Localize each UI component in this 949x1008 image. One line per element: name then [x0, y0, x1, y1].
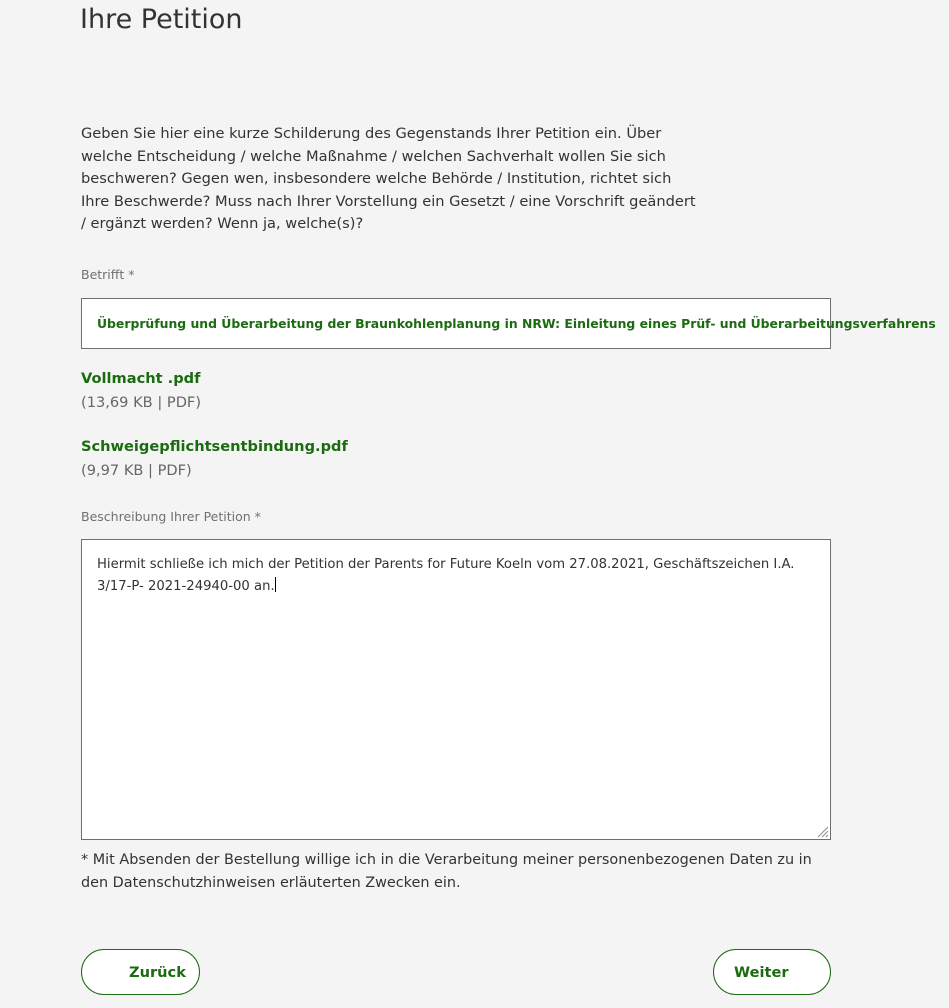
back-button[interactable]: Zurück	[81, 949, 200, 995]
attachment-meta: (13,69 KB | PDF)	[81, 394, 202, 411]
attachment-item	[81, 369, 201, 413]
description-label: Beschreibung Ihrer Petition *	[81, 509, 261, 524]
resize-handle-icon[interactable]	[815, 824, 829, 838]
next-button[interactable]: Weiter	[713, 949, 831, 995]
subject-label: Betrifft *	[81, 267, 135, 282]
attachment-link-schweigepflichtsentbindung[interactable]: Schweigepflichtsentbindung.pdf	[81, 438, 348, 455]
attachment-item	[81, 437, 348, 481]
subject-field[interactable]	[81, 298, 936, 349]
description-value: Hiermit schließe ich mich der Petition der Parents for Future Koeln vom 27.08.2021, Geschäftszeichen I.A. 3/17-P- 2021-24940-00 an.	[97, 557, 795, 594]
consent-text: * Mit Absenden der Bestellung willige ich in die Verarbeitung meiner personenbezogenen Daten zu in den Datenschutzhinweisen erläuterten Zwecken ein.	[81, 852, 812, 891]
attachment-link-vollmacht[interactable]: Vollmacht .pdf	[81, 370, 201, 387]
page-title: Ihre Petition	[80, 4, 243, 35]
text-caret	[275, 577, 276, 592]
intro-text: Geben Sie hier eine kurze Schilderung des Gegenstands Ihrer Petition ein. Über welche Entscheidung / welche Maßnahme / welchen Sachverhalt wollen Sie sich beschweren? Gegen wen, insbesondere welche Behörde / Institution, richtet sich Ihre Beschwerde? Muss nach Ihrer Vorstellung ein Gesetzt / eine Vorschrift geändert / ergänzt werden? Wenn ja, welche(s)?	[81, 125, 696, 232]
description-textarea[interactable]	[81, 539, 831, 840]
subject-value: Überprüfung und Überarbeitung der Braunkohlenplanung in NRW: Einleitung eines Prüf- und Überarbeitungsverfahrens	[97, 316, 936, 331]
attachment-meta: (9,97 KB | PDF)	[81, 462, 192, 479]
